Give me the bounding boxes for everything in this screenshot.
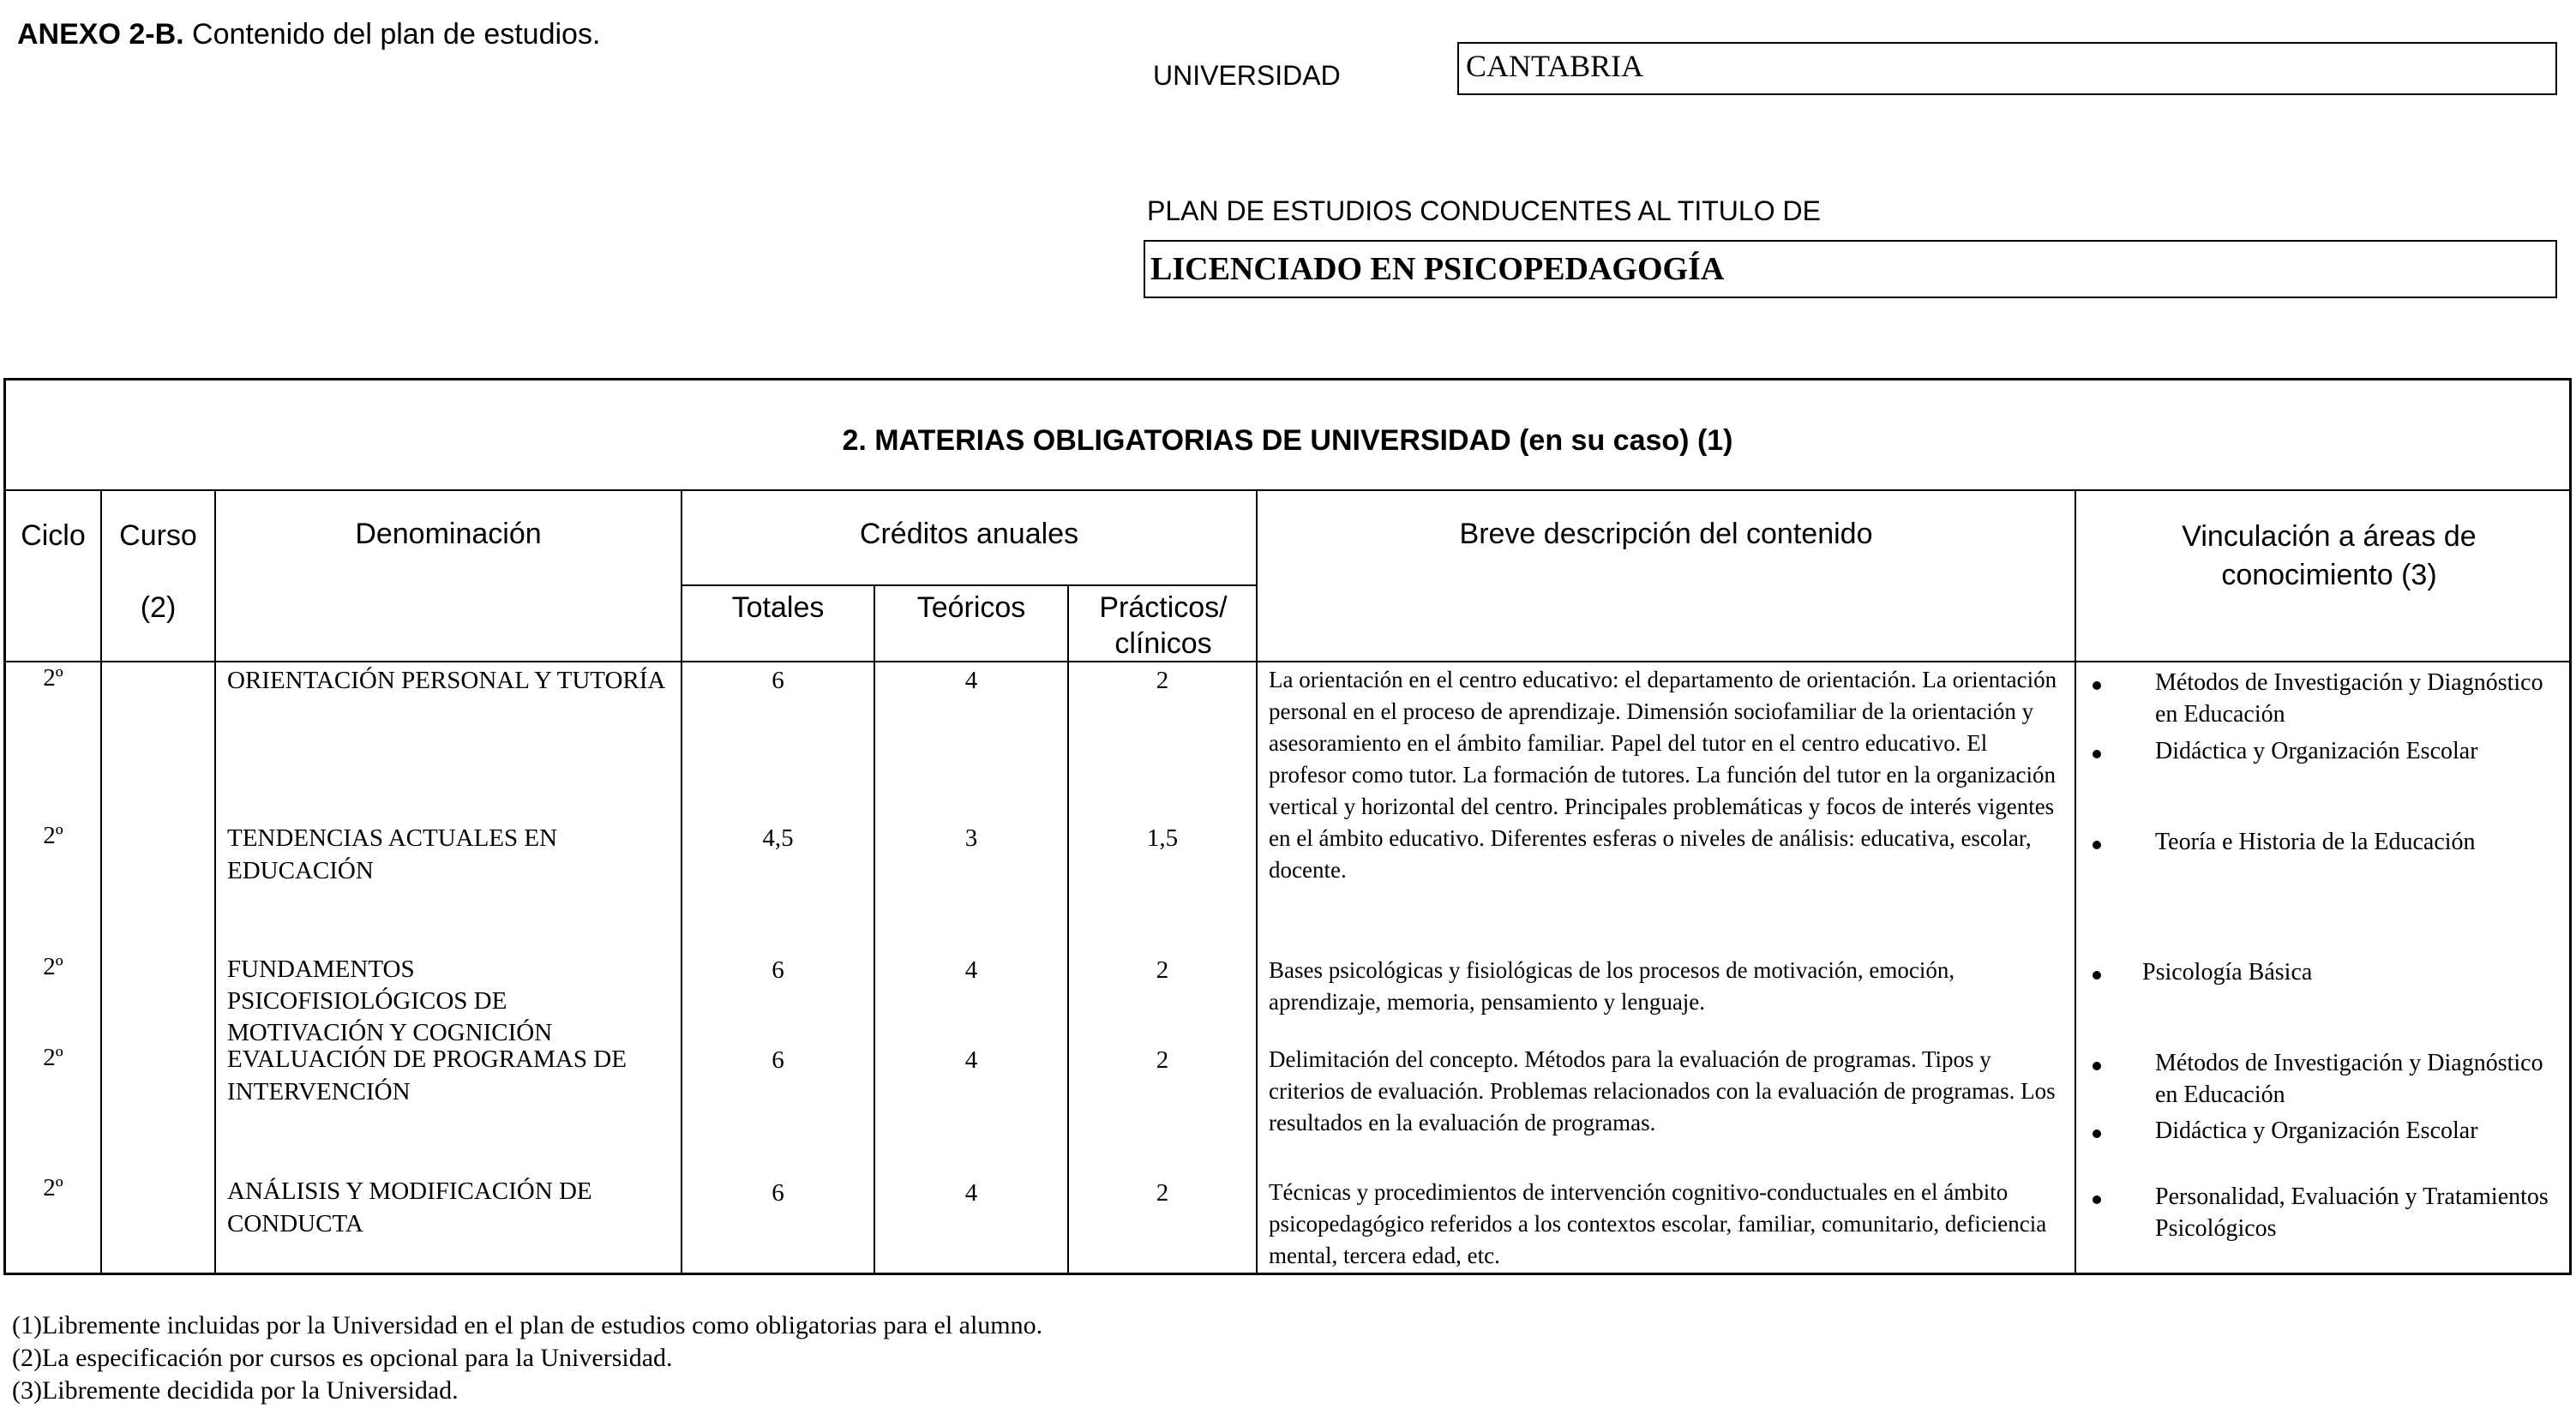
- footnotes: [12, 1309, 1042, 1407]
- col-divider-descripcion: [2075, 489, 2076, 1273]
- description-block-1: La orientación en el centro educativo: el departamento de orientación. La orientación personal en el proceso de aprendizaje. Dimensión sociofamiliar de la orientación y asesoramiento en el ámbito familiar. Papel del tutor en el centro educativo. El profesor como tutor. La formación de tutores. La función del tutor en la organización vertical y horizontal del centro. Principales problemáticas y focos de interés vigentes en el ámbito educativo. Diferentes esferas o niveles de análisis: educativa, escolar, docente.: [1269, 667, 2057, 883]
- header-ciclo: Ciclo: [21, 519, 86, 552]
- header-totales: Totales: [731, 591, 825, 624]
- row1-area-2: Didáctica y Organización Escolar: [2155, 738, 2478, 764]
- row2-ciclo: 2º: [43, 822, 63, 849]
- university-label: UNIVERSIDAD: [1153, 60, 1341, 91]
- row3-practicos: 2: [1156, 956, 1169, 984]
- row1-practicos: 2: [1156, 667, 1169, 694]
- university-value-box: CANTABRIA: [1457, 42, 2557, 95]
- header-creditos-anuales: Créditos anuales: [859, 518, 1079, 550]
- header-curso-note: (2): [140, 591, 177, 624]
- annex-heading: [17, 17, 600, 51]
- footnote-1: (1)Libremente incluidas por la Universidad en el plan de estudios como obligatorias para el alumno.: [12, 1311, 1043, 1339]
- bullet-icon: [2093, 1129, 2101, 1138]
- header-divider: [6, 489, 2569, 491]
- bullet-icon: [2093, 841, 2101, 849]
- bullet-icon: [2093, 1062, 2101, 1070]
- bullet-icon: [2093, 750, 2101, 758]
- row2-totales: 4,5: [762, 824, 794, 852]
- footnote-2: (2)La especificación por cursos es opcional para la Universidad.: [12, 1344, 673, 1372]
- row2-area-1: Teoría e Historia de la Educación: [2155, 829, 2476, 855]
- row3-totales: 6: [772, 956, 784, 984]
- row4-denominacion: EVALUACIÓN DE PROGRAMAS DE INTERVENCIÓN: [227, 1046, 627, 1105]
- row2-denominacion: TENDENCIAS ACTUALES EN EDUCACIÓN: [227, 824, 558, 884]
- section-title: 2. MATERIAS OBLIGATORIAS DE UNIVERSIDAD (en su caso) (1): [842, 424, 1733, 457]
- row1-area-1: Métodos de Investigación y Diagnóstico en Educación: [2155, 669, 2543, 728]
- row1-ciclo: 2º: [43, 664, 63, 692]
- degree-title-box: LICENCIADO EN PSICOPEDAGOGÍA: [1144, 240, 2557, 298]
- description-block-4: Técnicas y procedimientos de intervención cognitivo-conductuales en el ámbito psicopedagógico referidos a los contextos escolar, familiar, comunitario, deficiencia mental, tercera edad, etc.: [1269, 1179, 2047, 1268]
- row3-ciclo: 2º: [43, 953, 63, 980]
- description-block-2: Bases psicológicas y fisiológicas de los procesos de motivación, emoción, aprendizaje, memoria, pensamiento y lenguaje.: [1269, 957, 1955, 1015]
- col-divider-curso: [214, 489, 216, 1273]
- row1-teoricos: 4: [964, 667, 978, 694]
- header-teoricos: Teóricos: [916, 591, 1026, 624]
- bullet-icon: [2093, 1195, 2101, 1204]
- row5-ciclo: 2º: [43, 1174, 63, 1201]
- row5-teoricos: 4: [964, 1179, 978, 1207]
- row3-teoricos: 4: [964, 956, 978, 984]
- annex-label: ANEXO 2-B.: [17, 18, 184, 51]
- col-divider-creditos: [1256, 489, 1258, 1273]
- row2-practicos: 1,5: [1146, 824, 1179, 852]
- row5-practicos: 2: [1156, 1179, 1169, 1207]
- annex-text: Contenido del plan de estudios.: [192, 18, 601, 51]
- row5-totales: 6: [772, 1179, 784, 1207]
- row4-area-2: Didáctica y Organización Escolar: [2155, 1117, 2478, 1144]
- plan-label: PLAN DE ESTUDIOS CONDUCENTES AL TITULO DE: [1147, 195, 1821, 226]
- credits-subheader-divider: [681, 584, 1256, 586]
- row4-ciclo: 2º: [43, 1044, 63, 1071]
- body-divider: [6, 661, 2569, 662]
- description-block-3: Delimitación del concepto. Métodos para la evaluación de programas. Tipos y criterios de evaluación. Problemas relacionados con la evaluación de programas. Los resultados en la evaluación de programas.: [1269, 1046, 2056, 1135]
- header-denominacion: Denominación: [355, 518, 542, 550]
- header-curso: Curso: [119, 519, 197, 552]
- row5-denominacion: ANÁLISIS Y MODIFICACIÓN DE CONDUCTA: [227, 1177, 592, 1237]
- bullet-icon: [2093, 681, 2101, 690]
- row4-practicos: 2: [1156, 1046, 1169, 1074]
- header-vinculacion: Vinculación a áreas de conocimiento (3): [2182, 520, 2477, 591]
- header-descripcion: Breve descripción del contenido: [1459, 518, 1873, 550]
- row4-teoricos: 4: [964, 1046, 978, 1074]
- row5-area-1: Personalidad, Evaluación y Tratamientos Psicológicos: [2155, 1183, 2549, 1242]
- row4-area-1: Métodos de Investigación y Diagnóstico en Educación: [2155, 1050, 2543, 1108]
- bullet-icon: [2093, 971, 2101, 980]
- row1-totales: 6: [772, 667, 784, 694]
- row2-teoricos: 3: [964, 824, 978, 852]
- row3-denominacion: FUNDAMENTOS PSICOFISIOLÓGICOS DE MOTIVACIÓN Y COGNICIÓN: [227, 956, 553, 1046]
- row1-denominacion: ORIENTACIÓN PERSONAL Y TUTORÍA: [227, 667, 666, 694]
- subjects-table: [3, 378, 2572, 1275]
- row4-totales: 6: [772, 1046, 784, 1074]
- footnote-3: (3)Libremente decidida por la Universidad.: [12, 1376, 459, 1405]
- header-practicos: Prácticos/ clínicos: [1099, 591, 1228, 660]
- row3-area-1: Psicología Básica: [2142, 959, 2313, 986]
